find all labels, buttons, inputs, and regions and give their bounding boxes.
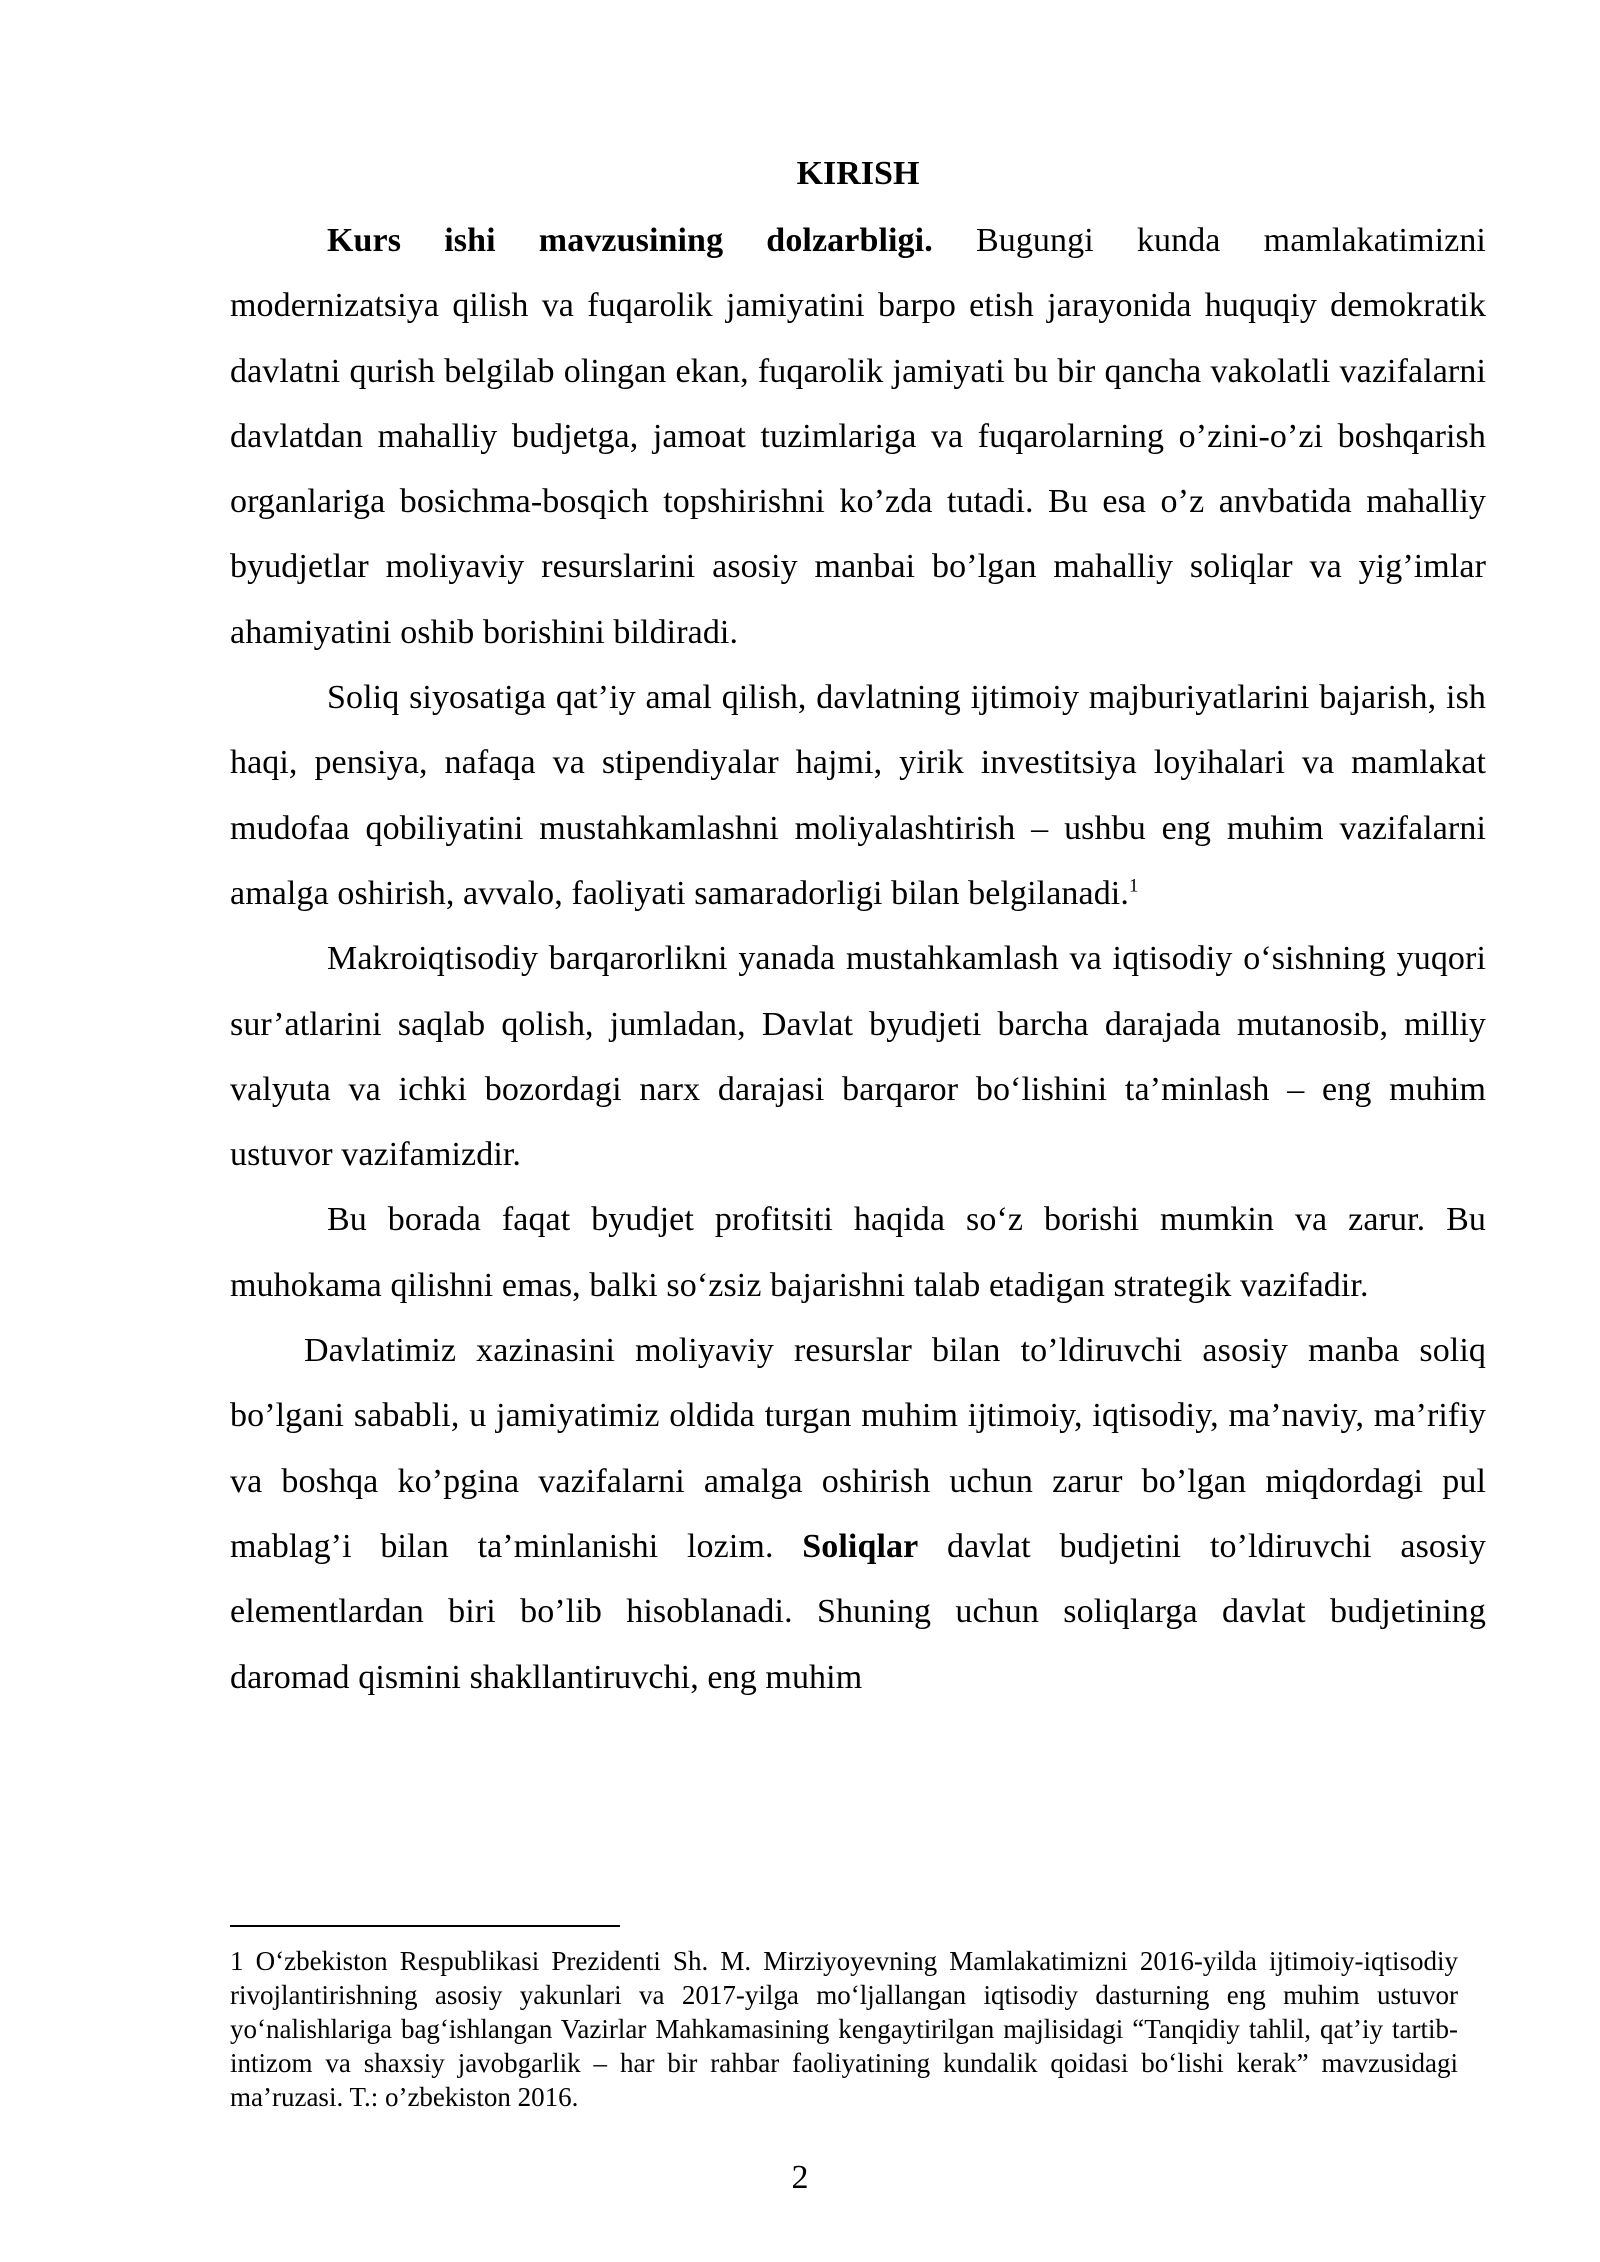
paragraph-text: Bugungi kunda mamlakatimizni modernizatsiya qilish va fuqarolik jamiyatini barpo etish jarayonida huquqiy demokratik davlatni qurish belgilab olingan ekan, fuqarolik jamiyati bu bir qancha vakolatli vazifalarni davlatdan mahalliy budjetga, jamoat tuzimlariga va fuqarolarning o’zini-o’zi boshqarish organlariga bosichma-bosqich topshirishni ko’zda tutadi. Bu esa o’z anvbatida mahalliy byudjetlar moliyaviy resurslarini asosiy manbai bo’lgan mahalliy soliqlar va yig’imlar ahamiyatini oshib borishini bildiradi. bbox=[230, 222, 1486, 651]
paragraph-text: Davlatimiz xazinasini moliyaviy resurslar bilan to’ldiruvchi asosiy manba soliq bo’lgani sababli, u jamiyatimiz oldida turgan muhim ijtimoiy, iqtisodiy, ma’naviy, ma’rifiy va boshqa ko’pgina vazifalarni amalga oshirish uchun zarur bo’lgan miqdordagi pul mablag’i bilan ta’minlanishi lozim. bbox=[230, 1332, 1486, 1565]
footnote-reference[interactable]: 1 bbox=[1128, 875, 1139, 897]
paragraph-text: Makroiqtisodiy barqarorlikni yanada mustahkamlash va iqtisodiy o‘sishning yuqori sur’atlarini saqlab qolish, jumladan, Davlat byudjeti barcha darajada mutanosib, milliy valyuta va ichki bozordagi narx darajasi barqaror bo‘lishini ta’minlash – eng muhim ustuvor vazifamizdir. bbox=[230, 940, 1486, 1174]
footnote-text: 1 O‘zbekiston Respublikasi Prezidenti Sh. M. Mirziyoyevning Mamlakatimizni 2016-yilda ijtimoiy-iqtisodiy rivojlantirishning asosiy yakunlari va 2017-yilga mo‘ljallangan iqtisodiy dasturning eng muhim ustuvor yo‘nalishlariga bag‘ishlangan Vazirlar Mahkamasining kengaytirilgan majlisidagi “Tanqidiy tahlil, qat’iy tartib-intizom va shaxsiy javobgarlik – har bir rahbar faoliyatining kundalik qoidasi bo‘lishi kerak” mavzusidagi ma’ruzasi. T.: o’zbekiston 2016. bbox=[230, 1946, 1458, 2112]
paragraph-bold-term: Soliqlar bbox=[802, 1527, 919, 1565]
body-text bbox=[230, 208, 1486, 1710]
paragraph-tax-policy bbox=[230, 665, 1486, 926]
footnote-separator bbox=[230, 1925, 620, 1927]
paragraph-text: Bu borada faqat byudjet profitsiti haqida so‘z borishi mumkin va zarur. Bu muhokama qilishni emas, balki so‘zsiz bajarishni talab etadigan strategik vazifadir. bbox=[230, 1201, 1486, 1304]
paragraph-macroeconomic-stability bbox=[230, 926, 1486, 1187]
paragraph-treasury bbox=[230, 1318, 1486, 1710]
paragraph-text: Soliq siyosatiga qat’iy amal qilish, davlatning ijtimoiy majburiyatlarini bajarish, ish haqi, pensiya, nafaqa va stipendiyalar hajmi, yirik investitsiya loyihalari va mamlakat mudofaa qobiliyatini mustahkamlashni moliyalashtirish – ushbu eng muhim vazifalarni amalga oshirish, avvalo, faoliyati samaradorligi bilan belgilanadi. bbox=[230, 679, 1486, 912]
paragraph-text: davlat budjetini to’ldiruvchi asosiy elementlardan biri bo’lib hisoblanadi. Shuning uchun soliqlarga davlat budjetining daromad qismini shakllantiruvchi, eng muhim bbox=[230, 1527, 1486, 1696]
page-title: KIRISH bbox=[796, 155, 920, 192]
page-number: 2 bbox=[791, 2159, 809, 2196]
paragraph-relevance bbox=[230, 208, 1486, 665]
paragraph-lead-bold: Kurs ishi mavzusining dolzarbligi. bbox=[327, 222, 933, 259]
paragraph-budget-surplus bbox=[230, 1187, 1486, 1318]
